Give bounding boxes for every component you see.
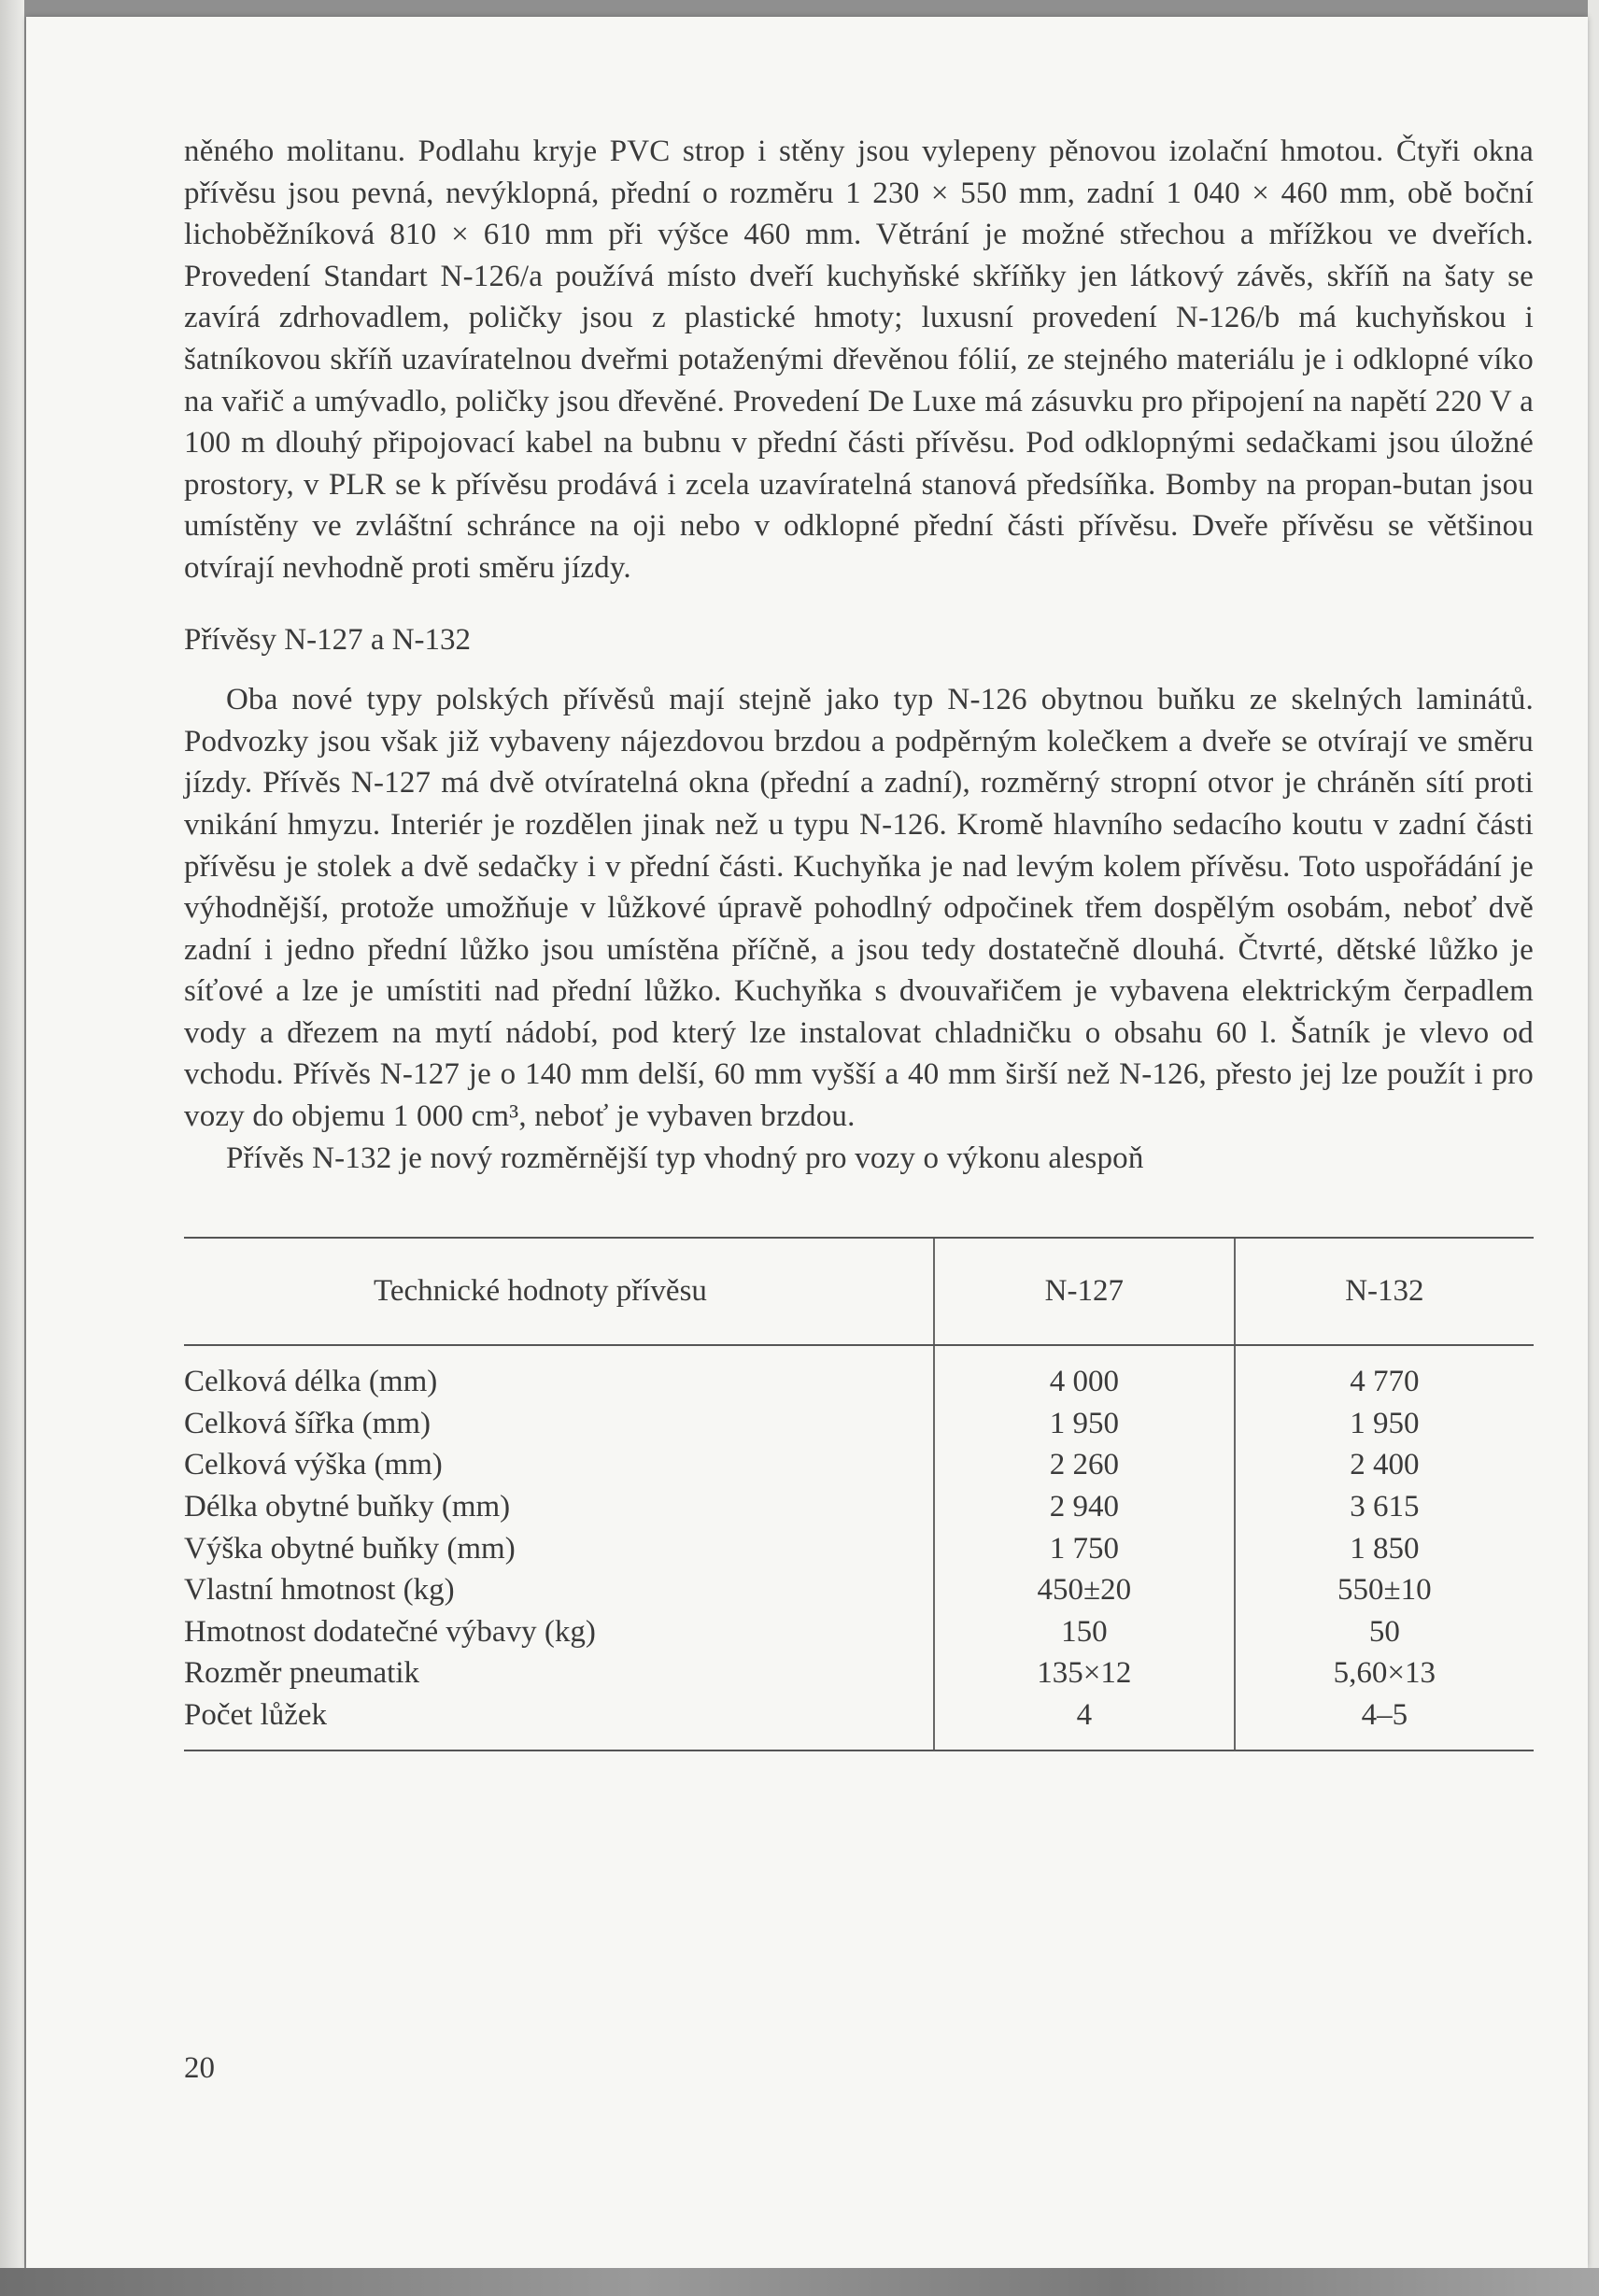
table-row — [184, 1486, 1534, 1528]
row-label: Délka obytné buňky (mm) — [184, 1490, 511, 1524]
specs-table — [184, 1237, 1534, 1750]
value-n132: 1 850 — [1235, 1528, 1534, 1570]
value-n132: 1 950 — [1235, 1403, 1534, 1445]
row-label: Vlastní hmotnost (kg) — [184, 1573, 455, 1608]
table-row — [184, 1403, 1534, 1445]
table-row — [184, 1444, 1534, 1486]
section-heading: Přívěsy N-127 a N-132 — [184, 622, 472, 657]
value-n127: 150 — [934, 1611, 1235, 1653]
row-label: Celková délka (mm) — [184, 1365, 438, 1399]
value-n127: 4 — [934, 1694, 1235, 1750]
value-n132: 4 770 — [1235, 1345, 1534, 1403]
page-number: 20 — [184, 2051, 215, 2085]
value-n132: 3 615 — [1235, 1486, 1534, 1528]
paragraph-3: Přívěs N-132 je nový rozměrnější typ vhodný pro vozy o výkonu alespoň — [226, 1141, 1144, 1175]
value-n127: 2 940 — [934, 1486, 1235, 1528]
header-n132: N-132 — [1235, 1238, 1534, 1345]
text-block-2 — [184, 679, 1534, 1179]
header-parameter: Technické hodnoty přívěsu — [184, 1238, 934, 1345]
row-label: Počet lůžek — [184, 1694, 934, 1750]
scan-right-margin — [1588, 0, 1599, 2296]
paragraph-2: Oba nové typy polských přívěsů mají stejně jako typ N-126 obytnou buňku ze skelných laminátů. Podvozky jsou však již vybaveny nájezdovou brzdou a podpěrným kolečkem a dveře se otvírají ve směru jízdy. Přívěs N-127 má dvě otvíratelná okna (přední a zadní), rozměrný stropní otvor je chráněn sítí proti vnikání hmyzu. Interiér je rozdělen jinak než u typu N-126. Kromě hlavního sedacího koutu v zadní části přívěsu je stolek a dvě sedačky i v přední části. Kuchyňka je nad levým kolem přívěsu. Toto uspořádání je výhodnější, protože umožňuje v lůžkové úpravě pohodlný odpočinek třem dospělým osobám, neboť dvě zadní i jedno přední lůžko jsou umístěna příčně, a jsou tedy dostatečně dlouhá. Čtvrté, dětské lůžko je síťové a lze je umístiti nad přední lůžko. Kuchyňka s dvouvařičem je vybavena elektrickým čerpadlem vody a dřezem na mytí nádobí, pod který lze instalovat chladničku o obsahu 60 l. Šatník je vlevo od vchodu. Přívěs N-127 je o 140 mm delší, 60 mm vyšší a 40 mm širší než N-126, přesto jej lze použít i pro vozy do objemu 1 000 cm³, neboť je vybaven brzdou. — [184, 683, 1534, 1134]
table-row — [184, 1611, 1534, 1653]
text-block-1 — [184, 131, 1534, 589]
value-n132: 50 — [1235, 1611, 1534, 1653]
value-n132: 550±10 — [1235, 1569, 1534, 1611]
value-n127: 450±20 — [934, 1569, 1235, 1611]
value-n127: 135×12 — [934, 1652, 1235, 1694]
row-label: Celková šířka (mm) — [184, 1406, 431, 1440]
row-label: Výška obytné buňky (mm) — [184, 1531, 516, 1566]
value-n127: 1 750 — [934, 1528, 1235, 1570]
book-binding-edge — [0, 0, 24, 2296]
table-row — [184, 1569, 1534, 1611]
value-n127: 2 260 — [934, 1444, 1235, 1486]
table-row — [184, 1652, 1534, 1694]
header-n127: N-127 — [934, 1238, 1235, 1345]
value-n127: 1 950 — [934, 1403, 1235, 1445]
scan-bottom-edge — [0, 2268, 1599, 2296]
paragraph-1: něného molitanu. Podlahu kryje PVC strop i stěny jsou vylepeny pěnovou izolační hmotou. Čtyři okna přívěsu jsou pevná, nevýklopná, přední o rozměru 1 230 × 550 mm, zadní 1 040 × 460 mm, obě boční lichoběžníková 810 × 610 mm při výšce 460 mm. Větrání je možné střechou a mřížkou ve dveřích. Provedení Standart N-126/a používá místo dveří kuchyňské skříňky jen látkový závěs, skříň na šaty se zavírá zdrhovadlem, poličky jsou z plastické hmoty; luxusní provedení N-126/b má kuchyňskou i šatníkovou skříň uzavíratelnou dveřmi potaženými dřevěnou fólií, ze stejného materiálu je i odklopné víko na vařič a umývadlo, poličky jsou dřevěné. Provedení De Luxe má zásuvku pro připojení na napětí 220 V a 100 m dlouhý připojovací kabel na bubnu v přední části přívěsu. Pod odklopnými sedačkami jsou úložné prostory, v PLR se k přívěsu prodává i zcela uzavíratelná stanová předsíňka. Bomby na propan-butan jsou umístěny ve zvláštní schránce na oji nebo v odklopné přední části přívěsu. Dveře přívěsu se většinou otvírají nevhodně proti směru jízdy. — [184, 135, 1534, 585]
row-label: Hmotnost dodatečné výbavy (kg) — [184, 1614, 596, 1649]
table-header-row — [184, 1238, 1534, 1345]
value-n132: 4–5 — [1235, 1694, 1534, 1750]
value-n127: 4 000 — [934, 1345, 1235, 1403]
row-label: Celková výška (mm) — [184, 1448, 443, 1482]
value-n132: 5,60×13 — [1235, 1652, 1534, 1694]
value-n132: 2 400 — [1235, 1444, 1534, 1486]
table-row — [184, 1528, 1534, 1570]
table-row — [184, 1345, 1534, 1403]
table-row — [184, 1694, 1534, 1750]
technical-table — [184, 1237, 1534, 1750]
row-label: Rozměr pneumatik — [184, 1656, 420, 1691]
page-content — [184, 131, 1534, 1751]
